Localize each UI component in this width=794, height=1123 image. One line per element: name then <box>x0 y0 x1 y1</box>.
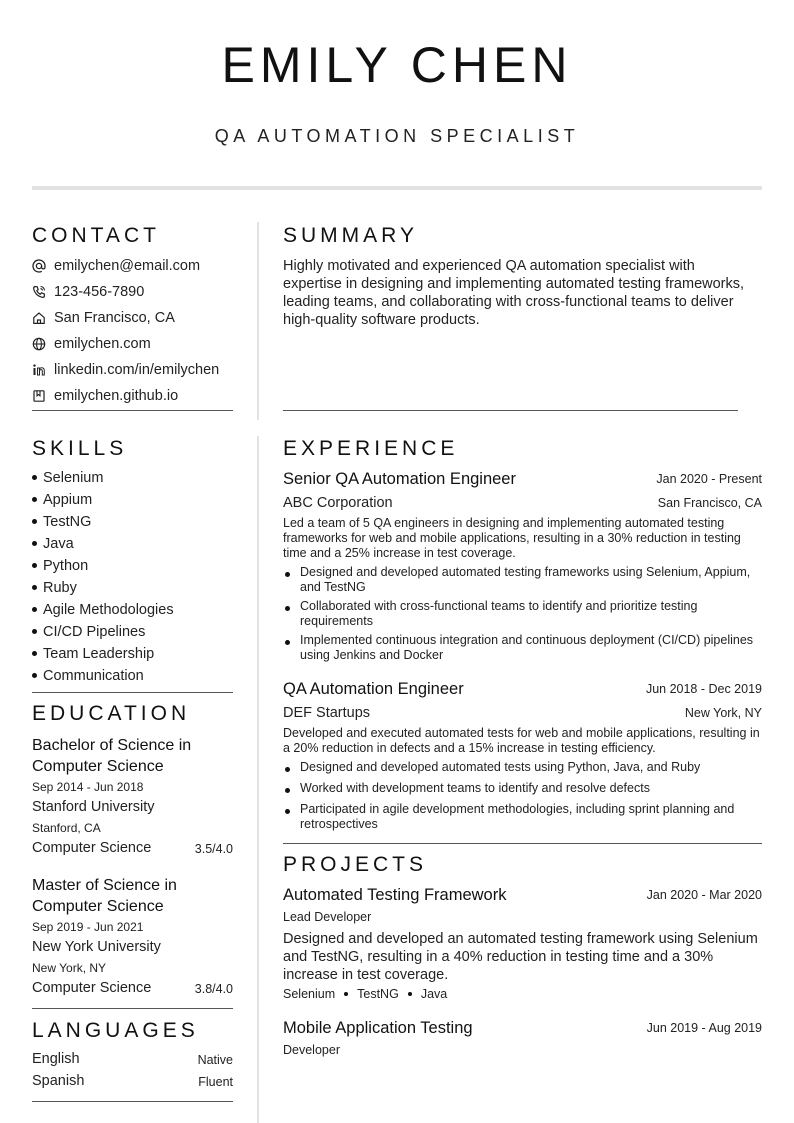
contact-website[interactable] <box>32 334 151 354</box>
education-gpa: 3.5/4.0 <box>194 842 233 856</box>
language-level: Fluent <box>198 1075 233 1089</box>
skill-label: Team Leadership <box>43 646 155 662</box>
skill-item <box>32 644 154 664</box>
column-divider-top <box>257 222 259 420</box>
job-bullet: Designed and developed automated tests using Python, Java, and Ruby <box>283 760 762 775</box>
education-location: New York, NY <box>32 961 107 975</box>
bullet-dot <box>32 563 37 568</box>
job-company: ABC Corporation <box>283 495 393 511</box>
contact-location-text: San Francisco, CA <box>54 310 175 326</box>
job-title: Senior QA Automation Engineer <box>283 470 516 488</box>
tag-separator <box>408 992 412 996</box>
contact-phone-text: 123-456-7890 <box>54 284 145 300</box>
bookmark-icon <box>32 389 46 403</box>
bullet-dot <box>32 673 37 678</box>
language-name: Spanish <box>32 1073 85 1089</box>
education-school: New York University <box>32 939 161 955</box>
job-bullet: Implemented continuous integration and continuous deployment (CI/CD) pipelines using Jenkins and Docker <box>283 633 762 663</box>
skill-label: Agile Methodologies <box>43 602 174 618</box>
contact-email[interactable] <box>32 256 200 276</box>
skill-label: Ruby <box>43 580 77 596</box>
projects-heading: PROJECTS <box>283 853 428 876</box>
project-role: Lead Developer <box>283 910 372 924</box>
project-role: Developer <box>283 1043 340 1057</box>
project-tag: TestNG <box>357 987 399 1001</box>
skill-label: Appium <box>43 492 93 508</box>
education-dates: Sep 2014 - Jun 2018 <box>32 780 144 794</box>
education-heading: EDUCATION <box>32 702 191 725</box>
skill-item <box>32 622 145 642</box>
project-title: Automated Testing Framework <box>283 886 507 904</box>
summary-text: Highly motivated and experienced QA automation specialist with expertise in designing and implementing automated testing frameworks, leading teams, and collaborating with cross-functional teams to deliver high-quality software products. <box>283 258 745 328</box>
contact-website-text: emilychen.com <box>54 336 151 352</box>
contact-heading: CONTACT <box>32 224 160 247</box>
language-level: Native <box>197 1053 233 1067</box>
job-location: New York, NY <box>684 706 762 720</box>
contact-linkedin[interactable] <box>32 360 219 380</box>
bullet-dot <box>32 651 37 656</box>
contact-github[interactable] <box>32 386 178 406</box>
skill-label: CI/CD Pipelines <box>43 624 146 640</box>
skills-divider <box>32 692 233 693</box>
education-dates: Sep 2019 - Jun 2021 <box>32 920 144 934</box>
experience-divider <box>283 843 762 844</box>
skill-label: Selenium <box>43 470 104 486</box>
languages-heading: LANGUAGES <box>32 1019 199 1042</box>
globe-icon <box>32 337 46 351</box>
project-dates: Jan 2020 - Mar 2020 <box>646 888 762 902</box>
job-dates: Jan 2020 - Present <box>656 472 762 486</box>
bullet-dot <box>32 541 37 546</box>
project-dates: Jun 2019 - Aug 2019 <box>646 1021 762 1035</box>
skill-item <box>32 534 74 554</box>
skills-heading: SKILLS <box>32 437 128 460</box>
bullet-dot <box>32 519 37 524</box>
education-divider <box>32 1008 233 1009</box>
summary-heading: SUMMARY <box>283 224 418 247</box>
contact-github-text: emilychen.github.io <box>54 388 179 404</box>
project-description: Designed and developed an automated testing framework using Selenium and TestNG, resulting in a 40% reduction in testing time and a 30% increase in test coverage. <box>283 931 758 983</box>
contact-location <box>32 308 175 328</box>
education-gpa: 3.8/4.0 <box>194 982 233 996</box>
contact-email-text: emilychen@email.com <box>54 258 201 274</box>
contact-linkedin-text: linkedin.com/in/emilychen <box>54 362 220 378</box>
linkedin-icon <box>32 363 46 377</box>
job-description: Developed and executed automated tests for web and mobile applications, resulting in a 20% reduction in defects and a 15% increase in testing efficiency. <box>283 726 760 755</box>
resume-role: QA AUTOMATION SPECIALIST <box>214 126 580 146</box>
job-bullet: Participated in agile development methodologies, including sprint planning and retrospectives <box>283 802 762 832</box>
language-name: English <box>32 1051 80 1067</box>
education-field: Computer Science <box>32 840 152 856</box>
project-title: Mobile Application Testing <box>283 1019 473 1037</box>
job-title: QA Automation Engineer <box>283 680 464 698</box>
education-school: Stanford University <box>32 799 155 815</box>
languages-divider <box>32 1101 233 1102</box>
bullet-dot <box>32 497 37 502</box>
bullet-dot <box>32 607 37 612</box>
contact-phone[interactable] <box>32 282 144 302</box>
skill-item <box>32 556 88 576</box>
project-tag: Java <box>420 987 448 1001</box>
project-tags <box>283 987 447 1001</box>
education-degree: Bachelor of Science in Computer Science <box>32 737 192 775</box>
phone-icon <box>32 285 46 299</box>
contact-divider <box>32 410 233 411</box>
skill-item <box>32 512 91 532</box>
education-location: Stanford, CA <box>32 821 101 835</box>
skill-label: TestNG <box>43 514 92 530</box>
job-bullet: Designed and developed automated testing frameworks using Selenium, Appium, and TestNG <box>283 565 762 595</box>
job-dates: Jun 2018 - Dec 2019 <box>645 682 762 696</box>
bullet-dot <box>32 475 37 480</box>
tag-separator <box>344 992 348 996</box>
column-divider-bottom <box>257 436 259 1123</box>
bullet-dot <box>32 585 37 590</box>
skill-item <box>32 490 92 510</box>
skill-item <box>32 600 174 620</box>
job-company: DEF Startups <box>283 705 371 721</box>
summary-divider <box>283 410 738 411</box>
resume-name: EMILY CHEN <box>221 37 573 93</box>
job-location: San Francisco, CA <box>657 496 762 510</box>
skill-item <box>32 578 77 598</box>
skill-label: Python <box>43 558 89 574</box>
bullet-dot <box>32 629 37 634</box>
job-description: Led a team of 5 QA engineers in designing and implementing automated testing frameworks for web and mobile applications, resulting in a 30% reduction in testing time and a 25% increase in test coverage. <box>283 516 741 560</box>
job-bullet: Collaborated with cross-functional teams to identify and prioritize testing requirements <box>283 599 762 629</box>
education-field: Computer Science <box>32 980 152 996</box>
home-icon <box>32 311 46 325</box>
experience-heading: EXPERIENCE <box>283 437 459 460</box>
skill-item <box>32 666 144 686</box>
education-degree: Master of Science in Computer Science <box>32 877 177 915</box>
project-tag: Selenium <box>283 987 336 1001</box>
job-bullet: Worked with development teams to identify and resolve defects <box>283 781 762 796</box>
header-divider <box>32 186 762 190</box>
skill-item <box>32 468 103 488</box>
skill-label: Communication <box>43 668 144 684</box>
at-icon <box>32 259 46 273</box>
skill-label: Java <box>43 536 74 552</box>
